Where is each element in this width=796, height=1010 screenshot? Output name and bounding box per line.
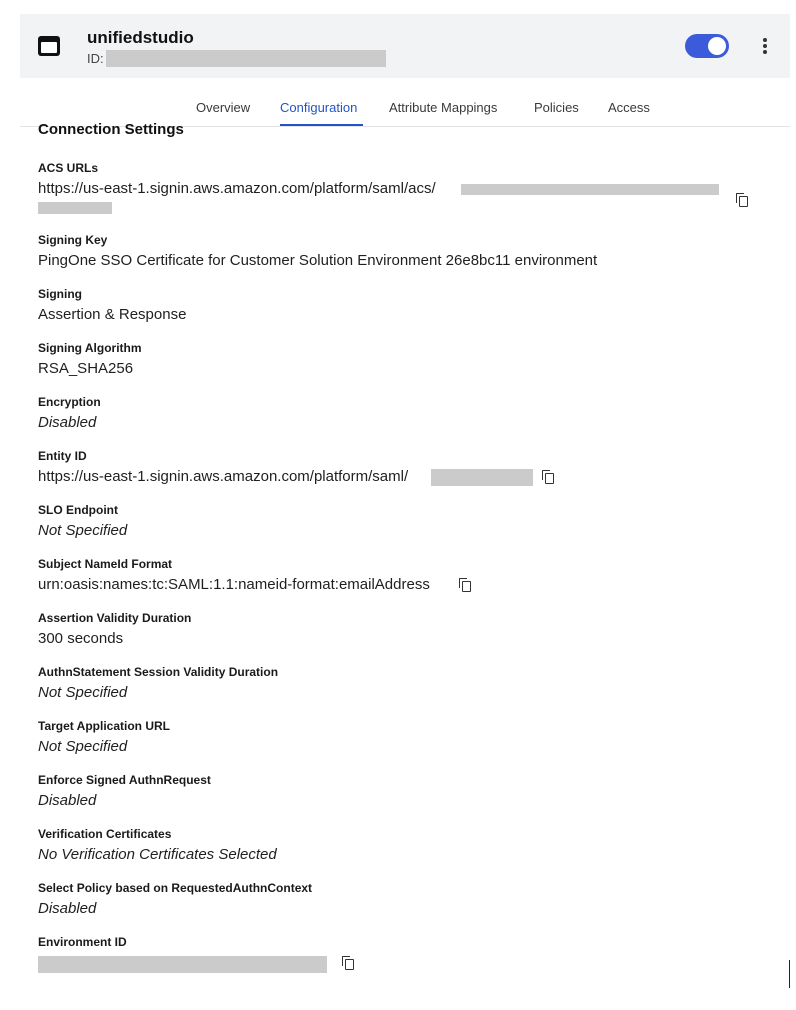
field-value: Not Specified <box>38 738 128 755</box>
field-label: Signing Key <box>38 233 108 247</box>
field-assertion-validity <box>38 610 758 649</box>
field-label: Target Application URL <box>38 719 170 733</box>
entity-id-redacted <box>431 469 533 486</box>
field-value: No Verification Certificates Selected <box>38 846 277 863</box>
entity-id-text: https://us-east-1.signin.aws.amazon.com/platform/saml/ <box>38 468 409 485</box>
field-subject-nameid-format <box>38 556 758 595</box>
tab-policies[interactable]: Policies <box>534 100 579 115</box>
field-value: PingOne SSO Certificate for Customer Solution Environment 26e8bc11 environment <box>38 252 598 269</box>
field-label: ACS URLs <box>38 161 99 175</box>
field-value: Not Specified <box>38 684 128 701</box>
field-label: Assertion Validity Duration <box>38 611 192 625</box>
app-id-label: ID: <box>87 51 104 66</box>
copy-icon[interactable] <box>342 956 354 970</box>
field-label: Select Policy based on RequestedAuthnContext <box>38 881 313 895</box>
field-label: SLO Endpoint <box>38 503 118 517</box>
app-enabled-toggle[interactable] <box>685 34 729 58</box>
field-label: Subject NameId Format <box>38 557 173 571</box>
tab-configuration[interactable]: Configuration <box>280 100 358 115</box>
acs-url-redacted <box>461 184 719 195</box>
field-label: Verification Certificates <box>38 827 172 841</box>
field-value: urn:oasis:names:tc:SAML:1.1:nameid-format:emailAddress <box>38 576 430 593</box>
field-label: Environment ID <box>38 935 127 949</box>
tab-attribute-mappings[interactable]: Attribute Mappings <box>389 100 498 115</box>
field-label: Enforce Signed AuthnRequest <box>38 773 211 787</box>
clipped-section-heading: Connection Settings <box>38 121 184 138</box>
tab-overview[interactable]: Overview <box>196 100 251 115</box>
copy-icon[interactable] <box>542 470 554 484</box>
field-enforce-signed-authn <box>38 772 758 811</box>
app-header <box>20 14 790 78</box>
field-label: Entity ID <box>38 449 87 463</box>
copy-icon[interactable] <box>459 578 471 592</box>
field-label: Signing Algorithm <box>38 341 142 355</box>
field-label: Signing <box>38 287 82 301</box>
acs-url-text: https://us-east-1.signin.aws.amazon.com/platform/saml/acs/ <box>38 180 436 197</box>
field-value: RSA_SHA256 <box>38 360 134 377</box>
field-slo-endpoint <box>38 502 758 541</box>
field-label: Encryption <box>38 395 101 409</box>
more-vertical-icon[interactable] <box>756 34 774 58</box>
field-entity-id <box>38 448 758 487</box>
field-authn-session-validity <box>38 664 758 703</box>
field-label: AuthnStatement Session Validity Duration <box>38 665 279 679</box>
text-cursor <box>789 960 790 988</box>
tab-access[interactable]: Access <box>608 100 650 115</box>
field-value: Disabled <box>38 414 97 431</box>
field-select-policy <box>38 880 758 919</box>
copy-icon[interactable] <box>736 193 748 207</box>
environment-id-redacted <box>38 956 327 973</box>
field-value: Disabled <box>38 792 97 809</box>
field-signing-algorithm <box>38 340 758 379</box>
field-value: Not Specified <box>38 522 128 539</box>
field-value: Assertion & Response <box>38 306 187 323</box>
field-value: Disabled <box>38 900 97 917</box>
field-signing-key <box>38 232 758 271</box>
field-value <box>38 467 758 487</box>
field-value: 300 seconds <box>38 630 124 647</box>
tab-bar <box>0 78 796 126</box>
field-acs-urls <box>38 160 758 199</box>
field-target-app-url <box>38 718 758 757</box>
field-environment-id <box>38 934 758 973</box>
acs-url-redacted-line2 <box>38 202 112 214</box>
toggle-knob <box>708 37 726 55</box>
field-encryption <box>38 394 758 433</box>
app-name: unifiedstudio <box>87 28 194 47</box>
app-id-redacted <box>106 50 386 67</box>
application-window-icon <box>38 36 60 56</box>
field-verification-certs <box>38 826 758 865</box>
field-signing <box>38 286 758 325</box>
